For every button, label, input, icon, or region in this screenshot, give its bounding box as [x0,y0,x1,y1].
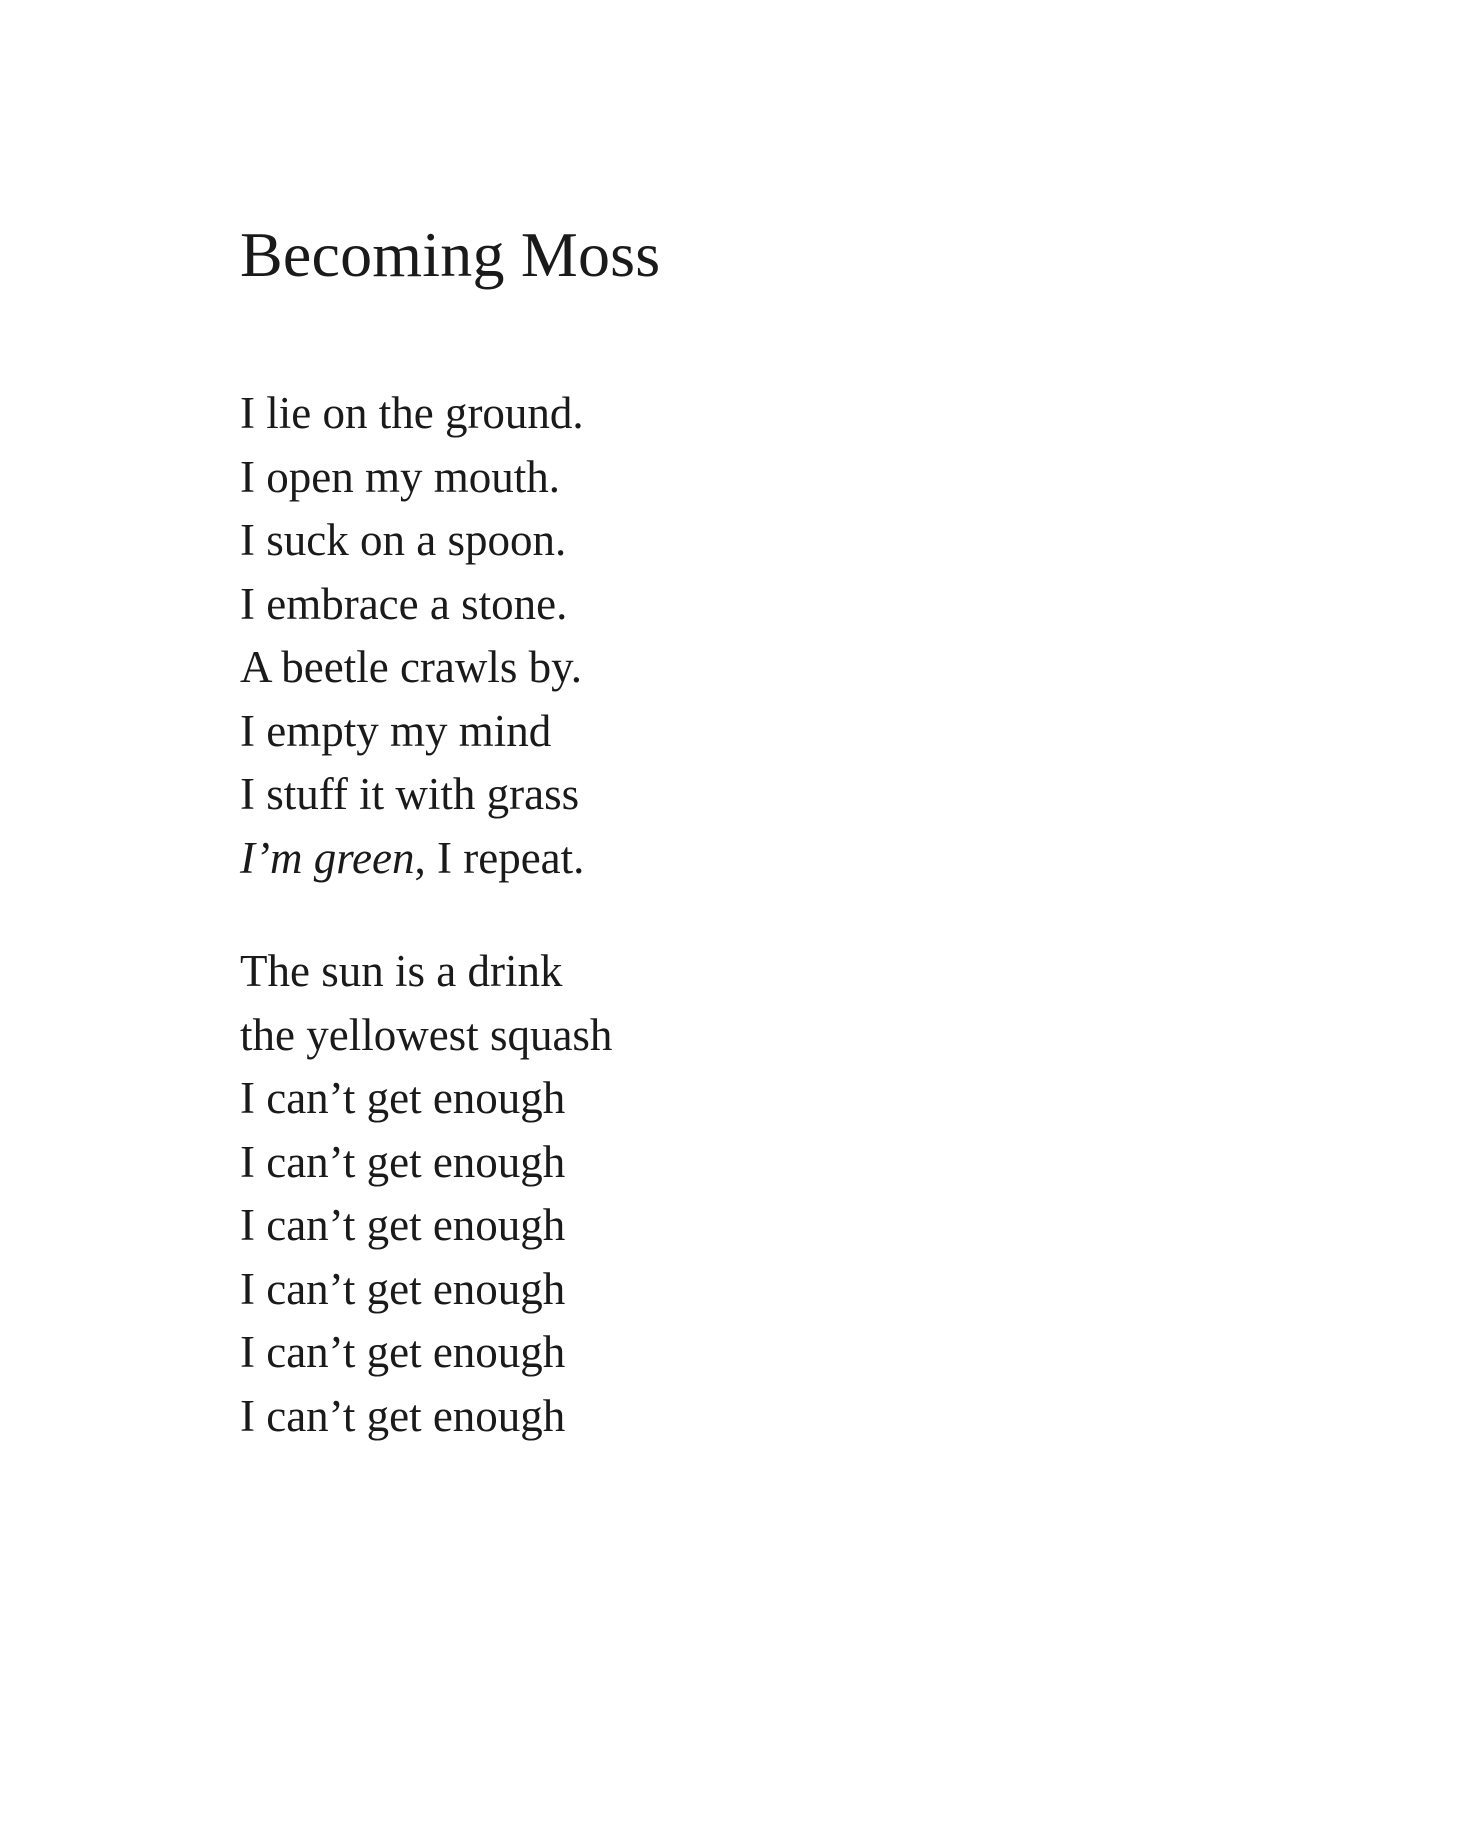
poem-line: I can’t get enough [240,1073,566,1124]
poem-line: I open my mouth. [240,451,560,502]
poem-page [240,220,1240,1498]
poem-line: I lie on the ground. [240,388,584,439]
poem-line: the yellowest squash [240,1009,613,1060]
poem-title: Becoming Moss [240,219,661,290]
poem-line: I embrace a stone. [240,578,568,629]
poem-line: I stuff it with grass [240,769,580,820]
poem-line: I can’t get enough [240,1136,566,1187]
poem-line: The sun is a drink [240,946,563,997]
poem-line: I suck on a spoon. [240,515,567,566]
stanza-1 [240,382,1240,890]
poem-italic-phrase: I’m green [240,832,415,883]
poem-line: I can’t get enough [240,1390,566,1441]
poem-line: A beetle crawls by. [240,642,582,693]
poem-line-rest: , I repeat. [414,832,585,883]
poem-line: I empty my mind [240,705,552,756]
poem-line-last [240,827,1240,891]
poem-line: I can’t get enough [240,1327,566,1378]
poem-line: I can’t get enough [240,1263,566,1314]
stanza-2 [240,940,1240,1448]
poem-line: I can’t get enough [240,1200,566,1251]
